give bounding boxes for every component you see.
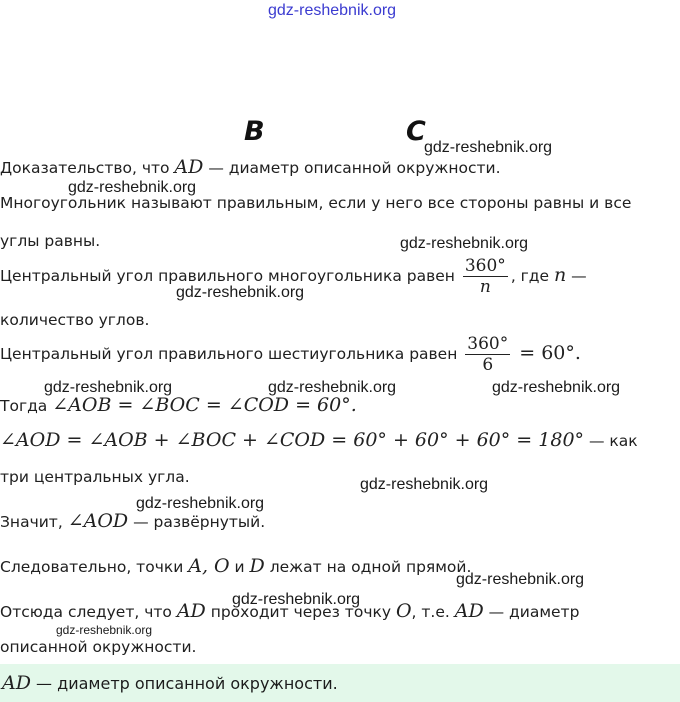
math-angle-aod: ∠AOD bbox=[67, 510, 129, 532]
watermark: gdz-reshebnik.org bbox=[232, 591, 361, 608]
fraction-numerator: 360° bbox=[467, 334, 509, 354]
math-o: O bbox=[395, 600, 412, 622]
watermark: gdz-reshebnik.org bbox=[56, 623, 153, 637]
watermark: gdz-reshebnik.org bbox=[268, 379, 397, 396]
fraction-denominator: 6 bbox=[482, 355, 494, 375]
text: — развёрнутый. bbox=[128, 513, 266, 531]
text: — диаметр описанной окружности. bbox=[30, 674, 338, 693]
angle-sum-note: три центральных угла. bbox=[0, 468, 190, 486]
vertex-label-b: B bbox=[244, 116, 265, 147]
text: , где bbox=[510, 267, 554, 285]
angles-equal-line bbox=[0, 394, 357, 416]
math-equals-60: = 60°. bbox=[513, 342, 581, 364]
math-n: n bbox=[554, 264, 567, 286]
vertex-label-c: C bbox=[406, 116, 426, 147]
text: Отсюда следует, что bbox=[0, 603, 177, 621]
definition-line-2: углы равны. bbox=[0, 232, 101, 250]
text: — диаметр описанной окружности. bbox=[203, 159, 501, 177]
watermark: gdz-reshebnik.org bbox=[136, 495, 265, 512]
text: и bbox=[229, 558, 250, 576]
fraction-360-6 bbox=[465, 334, 510, 375]
central-angle-note: количество углов. bbox=[0, 311, 150, 329]
watermark-top: gdz-reshebnik.org bbox=[268, 2, 397, 19]
text: Тогда bbox=[0, 397, 53, 415]
math-ad: AD bbox=[2, 672, 31, 694]
watermark: gdz-reshebnik.org bbox=[400, 235, 529, 252]
text: лежат на одной прямой. bbox=[264, 558, 472, 576]
text: проходит через точку bbox=[205, 603, 396, 621]
collinear-line bbox=[0, 555, 471, 577]
watermark: gdz-reshebnik.org bbox=[68, 179, 197, 196]
text: Значит, bbox=[0, 513, 68, 531]
math-a-o: A, O bbox=[188, 555, 230, 577]
text: Доказательство, что bbox=[0, 159, 175, 177]
text: , т.е. bbox=[411, 603, 455, 621]
watermark: gdz-reshebnik.org bbox=[44, 379, 173, 396]
angle-sum-line bbox=[0, 429, 638, 451]
proof-heading bbox=[0, 156, 501, 178]
text: — диаметр bbox=[483, 603, 580, 621]
watermark: gdz-reshebnik.org bbox=[424, 139, 553, 156]
math-angle-sum: ∠AOD = ∠AOB + ∠BOC + ∠COD = 60° + 60° + 60° = 180° bbox=[0, 429, 585, 451]
math-angles-equal: ∠AOB = ∠BOC = ∠COD = 60°. bbox=[52, 394, 357, 416]
hexagon-central-angle bbox=[0, 334, 581, 375]
answer-text bbox=[2, 672, 338, 694]
math-d: D bbox=[249, 555, 265, 577]
math-ad: AD bbox=[176, 600, 206, 622]
text: — как bbox=[584, 432, 638, 450]
text: — bbox=[566, 267, 587, 285]
fraction-360-n bbox=[463, 256, 508, 297]
math-ad: AD bbox=[174, 156, 204, 178]
watermark: gdz-reshebnik.org bbox=[176, 284, 305, 301]
watermark: gdz-reshebnik.org bbox=[360, 476, 489, 493]
straight-angle-line bbox=[0, 510, 265, 532]
fraction-denominator: n bbox=[479, 277, 491, 297]
math-ad: AD bbox=[454, 600, 484, 622]
fraction-numerator: 360° bbox=[464, 256, 506, 276]
text: Центральный угол правильного шестиугольника равен bbox=[0, 345, 463, 363]
text: Центральный угол правильного многоугольника равен bbox=[0, 267, 460, 285]
text: Следовательно, точки bbox=[0, 558, 189, 576]
definition-line-1: Многоугольник называют правильным, если у него все стороны равны и все bbox=[0, 194, 632, 212]
conclusion-line-2: описанной окружности. bbox=[0, 638, 197, 656]
watermark: gdz-reshebnik.org bbox=[456, 571, 585, 588]
watermark: gdz-reshebnik.org bbox=[492, 379, 621, 396]
